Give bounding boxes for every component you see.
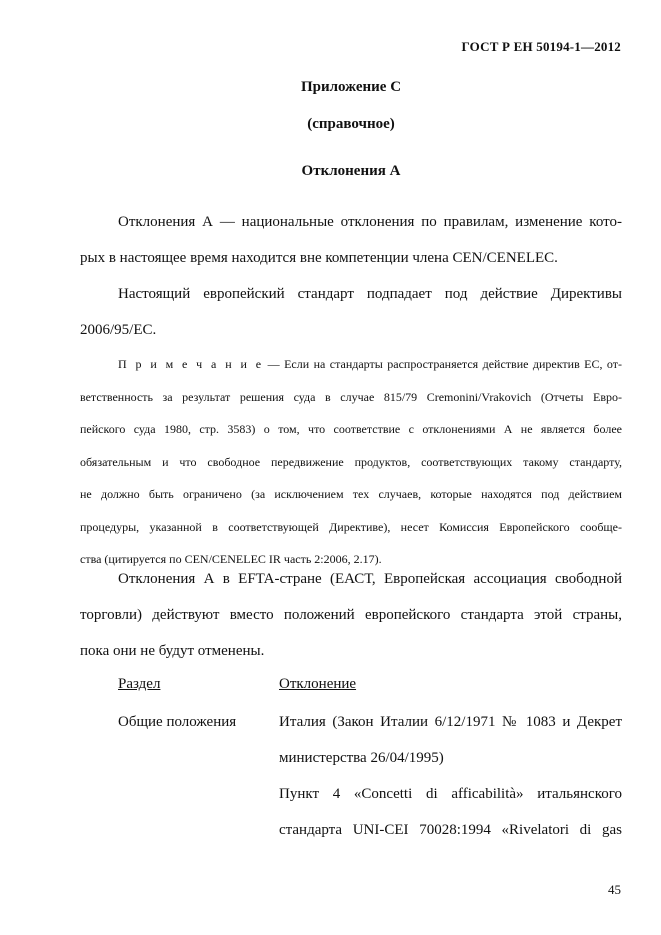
appendix-title: Приложение С: [300, 79, 402, 95]
note-block: [80, 348, 622, 576]
paragraph-line: рых в настоящее время находится вне компетенции члена CEN/CENELEC.: [80, 250, 558, 266]
note-first-line-text: — Если на стандарты распространяется действие директив ЕС, от-: [263, 357, 623, 371]
paragraph-deviations-definition: [80, 204, 622, 276]
appendix-type: (справочное): [307, 116, 395, 132]
note-line: пейского суда 1980, стр. 3583) о том, что соответствие с отклонениями А не является более: [80, 422, 622, 436]
note-line: не должно быть ограничено (за исключением тех случаев, которые находятся под действием: [80, 487, 622, 501]
paragraph-line: 2006/95/ЕС.: [80, 322, 157, 338]
note-line: [80, 348, 622, 381]
note-line: ветственность за результат решения суда в случае 815/79 Cremonini/Vrakovich (Отчеты Евро-: [80, 389, 622, 404]
paragraph-directive: [80, 276, 622, 348]
deviation-line: министерства 26/04/1995): [279, 750, 444, 766]
deviation-line: Италия (Закон Италии 6/12/1971 № 1083 и Декрет: [279, 714, 622, 730]
column-header-section: Раздел: [118, 676, 161, 692]
note-line: ства (цитируется по CEN/CENELEC IR часть 2:2006, 2.17).: [80, 552, 382, 566]
document-code: ГОСТ Р ЕН 50194-1—2012: [461, 39, 621, 54]
paragraph-line: Отклонения А — национальные отклонения по правилам, изменение кото-: [118, 214, 622, 230]
note-line: процедуры, указанной в соответствующей Директиве), несет Комиссия Европейского сообще-: [80, 519, 622, 534]
column-header-deviation: Отклонение: [279, 676, 357, 692]
paragraph-line: торговли) действуют вместо положений европейского стандарта этой страны,: [80, 607, 622, 623]
note-label: П р и м е ч а н и е: [118, 357, 264, 371]
paragraph-line: Настоящий европейский стандарт подпадает под действие Директивы: [118, 286, 622, 302]
page-number: 45: [608, 882, 621, 897]
deviation-line: Пункт 4 «Concetti di afficabilità» итальянского: [279, 786, 622, 802]
deviation-line: стандарта UNI-CEI 70028:1994 «Rivelatori di gas: [279, 822, 622, 838]
table-cell-deviation: [279, 704, 622, 848]
paragraph-line: Отклонения А в EFTA-стране (ЕАСТ, Европейская ассоциация свободной: [118, 571, 622, 587]
table-cell-section: Общие положения: [118, 714, 237, 730]
paragraph-efta: [80, 561, 622, 669]
section-title: Отклонения А: [301, 163, 401, 179]
paragraph-line: пока они не будут отменены.: [80, 643, 265, 659]
note-line: обязательным и что свободное передвижение продуктов, соответствующих такому стандарту,: [80, 454, 622, 469]
